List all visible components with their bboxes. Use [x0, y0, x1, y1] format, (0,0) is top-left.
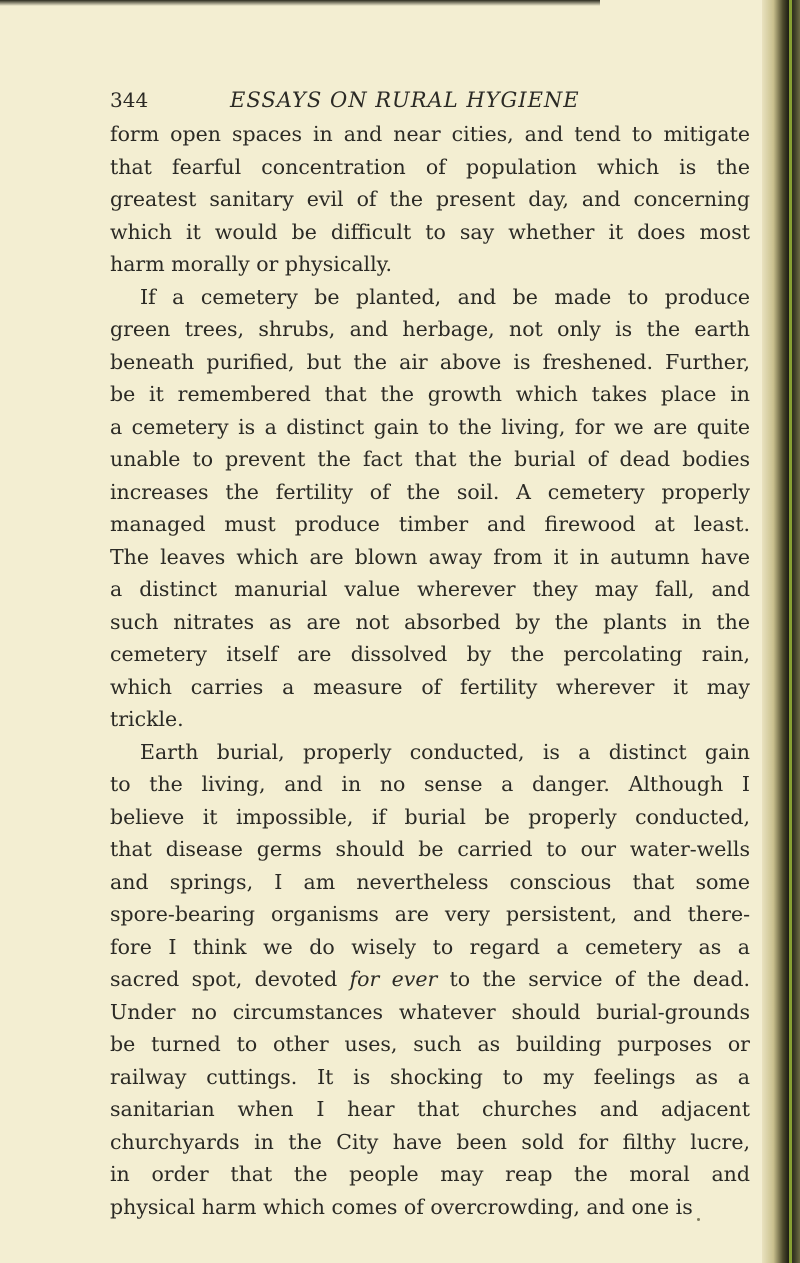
- paper-speck: [697, 1218, 700, 1221]
- text-line: sacred spot, devoted for ever to the service of the dead.: [110, 967, 750, 991]
- text-line: The leaves which are blown away from it in autumn have: [110, 544, 750, 569]
- text-line: greatest sanitary evil of the present day, and concerning: [110, 187, 750, 211]
- gutter-binding-line: [789, 0, 792, 1263]
- page-top-edge: [0, 0, 600, 6]
- text-line: which it would be difficult to say whether it does most: [110, 219, 750, 244]
- text-line: fore I think we do wisely to regard a cemetery as a: [110, 934, 750, 959]
- text-line: increases the fertility of the soil. A cemetery properly: [110, 479, 750, 504]
- text-line: form open spaces in and near cities, and tend to mitigate: [110, 122, 750, 146]
- text-line: believe it impossible, if burial be properly conducted,: [110, 804, 750, 829]
- text-line: physical harm which comes of overcrowding, and one is: [110, 1194, 693, 1219]
- text-line: Earth burial, properly conducted, is a distinct gain: [140, 739, 750, 764]
- book-gutter: [762, 0, 800, 1263]
- body-text: [110, 118, 750, 1223]
- text-line: to the living, and in no sense a danger. Although I: [110, 772, 750, 796]
- text-line: sanitarian when I hear that churches and adjacent: [110, 1097, 750, 1121]
- text-line: If a cemetery be planted, and be made to produce: [140, 284, 750, 309]
- text-line: that fearful concentration of population which is the: [110, 154, 750, 179]
- text-line: spore-bearing organisms are very persistent, and there-: [110, 902, 750, 926]
- running-title: ESSAYS ON RURAL HYGIENE: [230, 88, 580, 112]
- text-line: managed must produce timber and firewood at least.: [110, 512, 750, 536]
- text-line: cemetery itself are dissolved by the percolating rain,: [110, 642, 750, 666]
- text-line: unable to prevent the fact that the burial of dead bodies: [110, 447, 750, 471]
- text-line: be turned to other uses, such as building purposes or: [110, 1032, 750, 1056]
- text-line: harm morally or physically.: [110, 252, 393, 276]
- text-line: a cemetery is a distinct gain to the living, for we are quite: [110, 414, 750, 439]
- text-line: be it remembered that the growth which takes place in: [110, 382, 750, 406]
- text-line: Under no circumstances whatever should burial-grounds: [110, 999, 750, 1024]
- text-line: railway cuttings. It is shocking to my feelings as a: [110, 1064, 750, 1089]
- text-line: and springs, I am nevertheless conscious that some: [110, 869, 750, 894]
- text-line: which carries a measure of fertility wherever it may: [110, 674, 750, 699]
- text-line: beneath purified, but the air above is freshened. Further,: [110, 349, 750, 374]
- italic-emphasis: for ever: [349, 967, 438, 991]
- text-line: that disease germs should be carried to our water-wells: [110, 837, 750, 861]
- text-line: in order that the people may reap the moral and: [110, 1162, 750, 1186]
- page-number: 344: [110, 88, 149, 112]
- text-line: trickle.: [110, 707, 184, 731]
- text-line: a distinct manurial value wherever they may fall, and: [110, 577, 750, 601]
- text-line: green trees, shrubs, and herbage, not only is the earth: [110, 317, 750, 341]
- text-line: such nitrates as are not absorbed by the plants in the: [110, 609, 750, 634]
- text-line: churchyards in the City have been sold for filthy lucre,: [110, 1129, 750, 1154]
